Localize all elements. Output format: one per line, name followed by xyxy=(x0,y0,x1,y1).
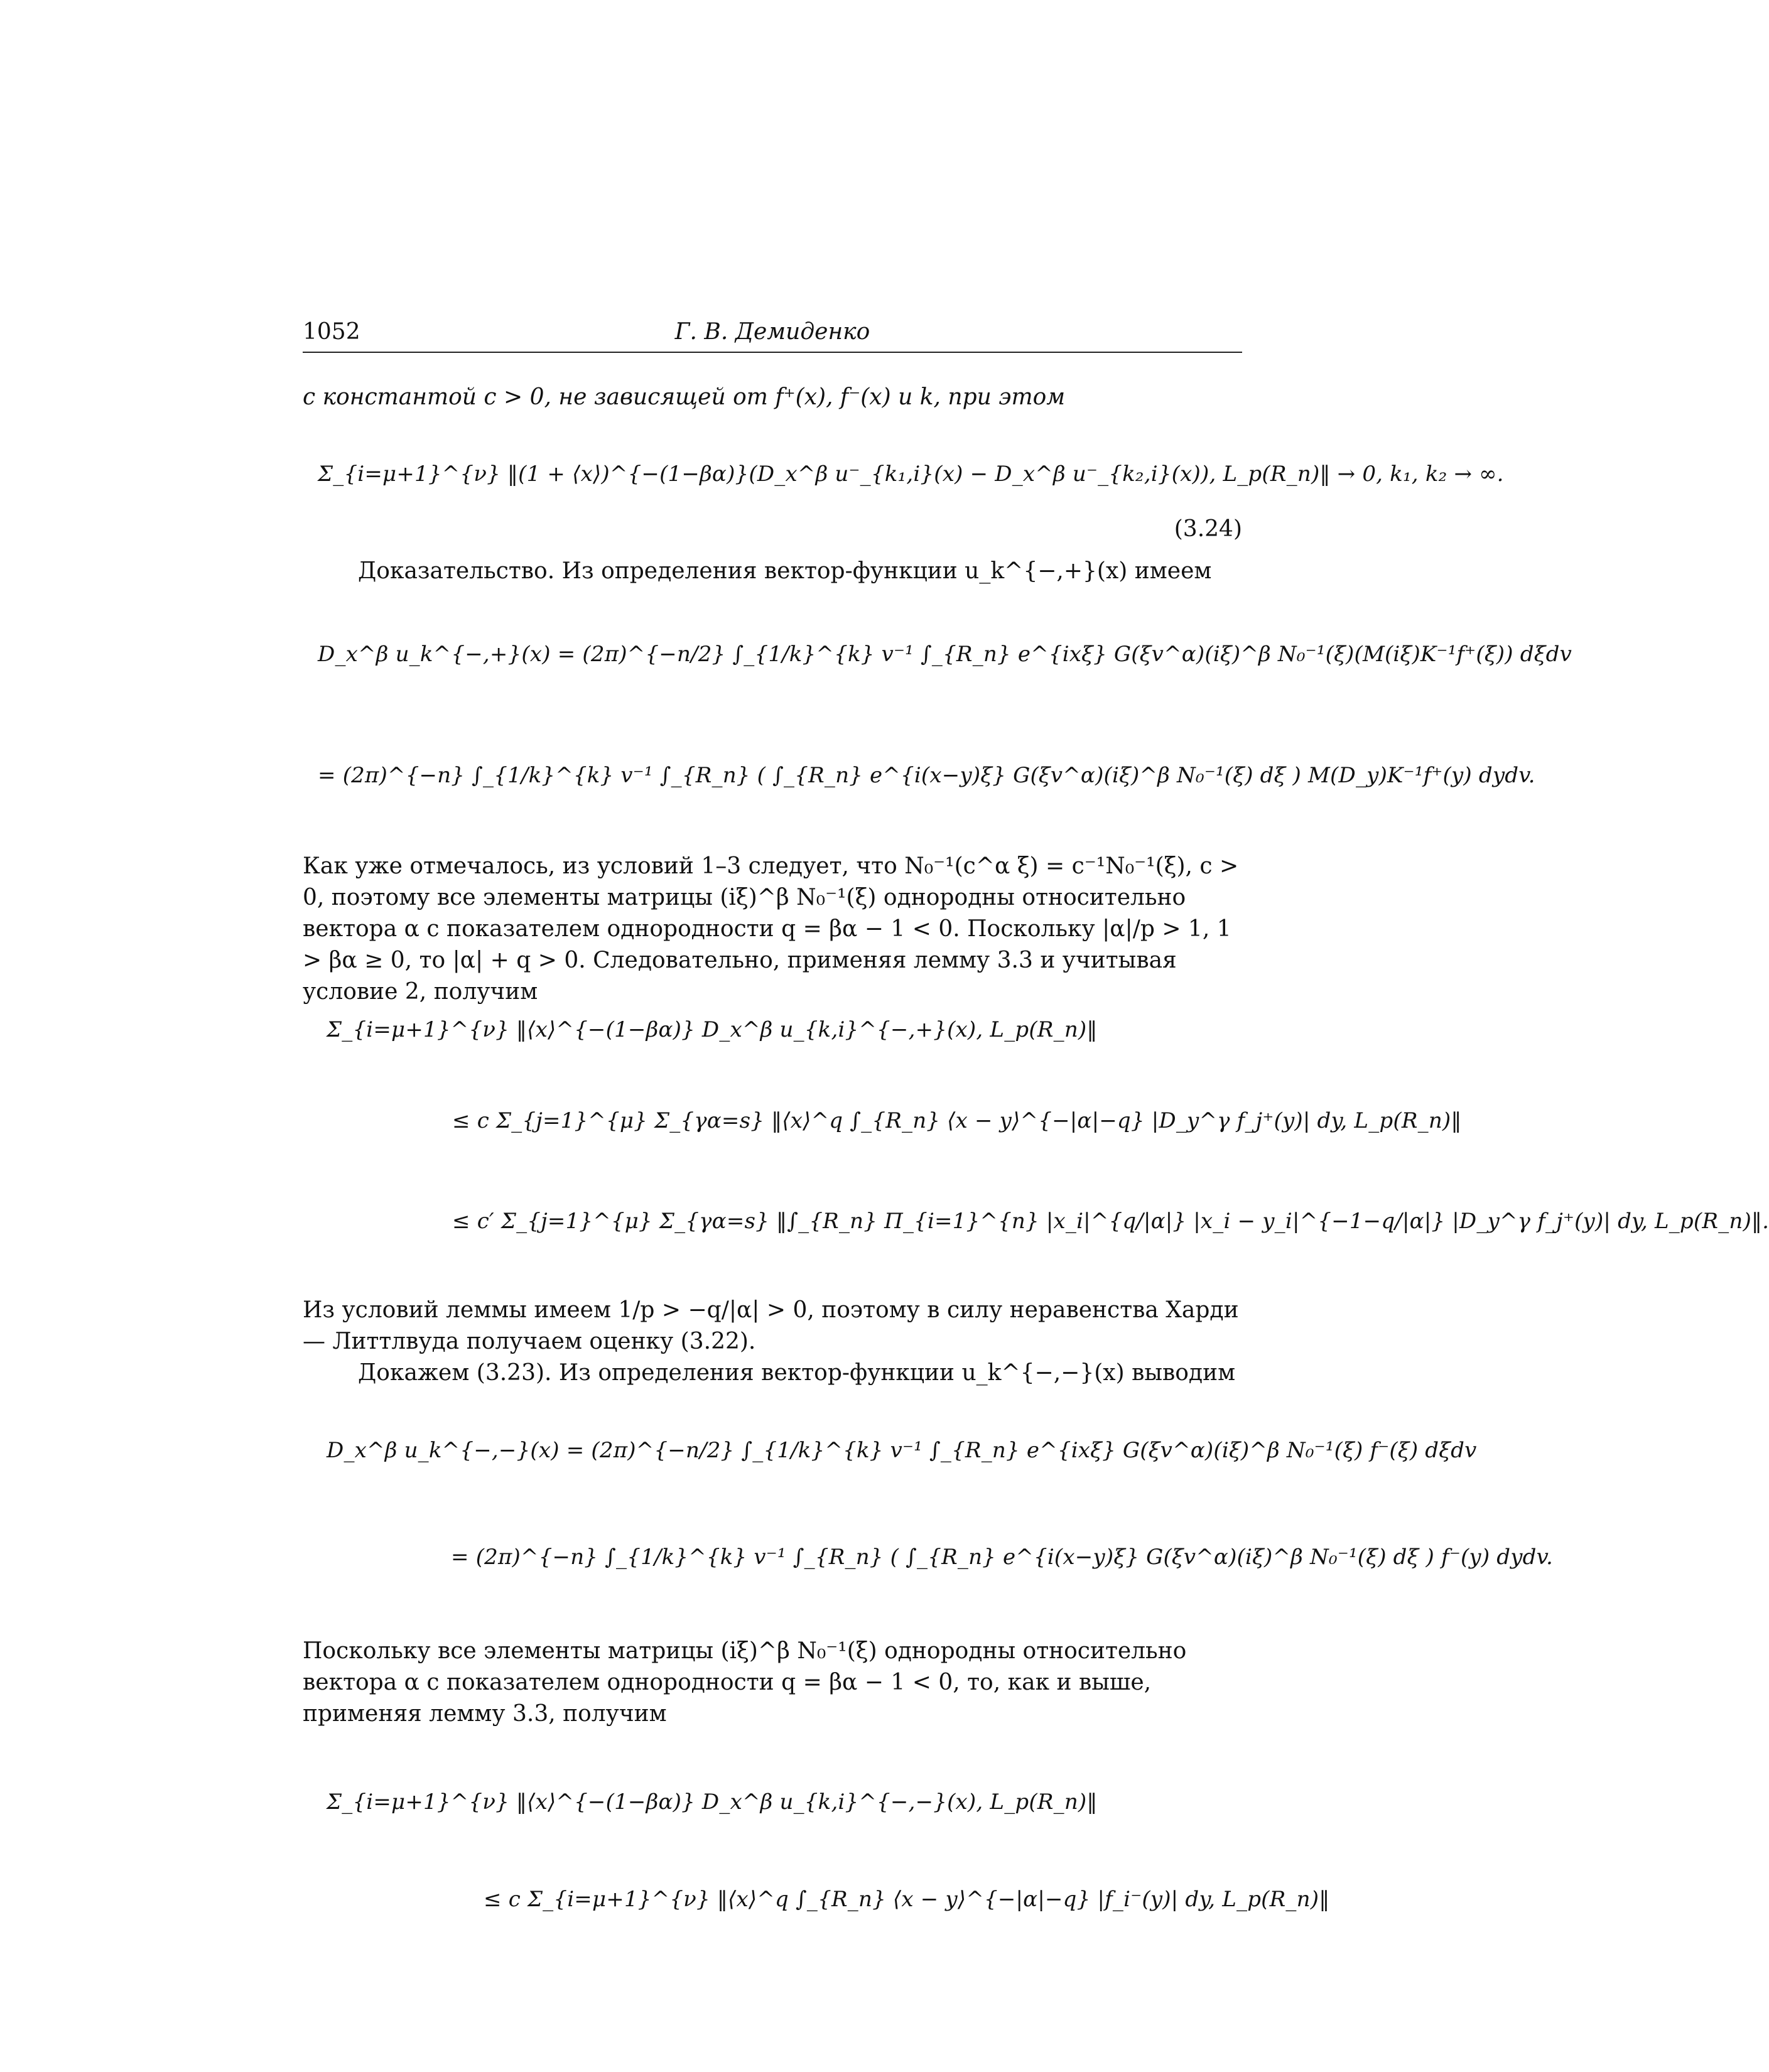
equation-3-24: Σ_{i=μ+1}^{ν} ‖(1 + ⟨x⟩)^{−(1−βα)}(D_x^β u⁻_{k₁,i}(x) − D_x^β u⁻_{k₂,i}(x)), L_p(R_n)‖ → 0, k₁, k₂ → ∞. xyxy=(318,461,1504,487)
equation-b-line-3: ≤ c′ Σ_{j=1}^{μ} Σ_{γα=s} ‖∫_{R_n} Π_{i=1}^{n} |x_i|^{q/|α|} |x_i − y_i|^{−1−q/|α|} |D_y^γ f_j⁺(y)| dy, L_p(R_n)‖. xyxy=(452,1209,1769,1234)
equation-c-line-1: D_x^β u_k^{−,−}(x) = (2π)^{−n/2} ∫_{1/k}^{k} v⁻¹ ∫_{R_n} e^{ixξ} G(ξv^α)(iξ)^β N₀⁻¹(ξ) f⁻(ξ) dξdv xyxy=(327,1438,1477,1463)
equation-b-line-2: ≤ c Σ_{j=1}^{μ} Σ_{γα=s} ‖⟨x⟩^q ∫_{R_n} ⟨x − y⟩^{−|α|−q} |D_y^γ f_j⁺(y)| dy, L_p(R_n)‖ xyxy=(452,1108,1462,1133)
paragraph-prove-3-23: Докажем (3.23). Из определения вектор-функции u_k^{−,−}(x) выводим xyxy=(358,1360,1236,1386)
paragraph-theorem-tail: с константой c > 0, не зависящей от f⁺(x), f⁻(x) и k, при этом xyxy=(303,384,1066,410)
equation-a-line-1: D_x^β u_k^{−,+}(x) = (2π)^{−n/2} ∫_{1/k}^{k} v⁻¹ ∫_{R_n} e^{ixξ} G(ξv^α)(iξ)^β N₀⁻¹(ξ)(M(iξ)K⁻¹f⁺(ξ)) dξdv xyxy=(318,642,1572,667)
equation-c-line-2: = (2π)^{−n} ∫_{1/k}^{k} v⁻¹ ∫_{R_n} ( ∫_{R_n} e^{i(x−y)ξ} G(ξv^α)(iξ)^β N₀⁻¹(ξ) dξ ) f⁻(y) dydv. xyxy=(451,1545,1554,1570)
equation-d-line-1: Σ_{i=μ+1}^{ν} ‖⟨x⟩^{−(1−βα)} D_x^β u_{k,i}^{−,−}(x), L_p(R_n)‖ xyxy=(327,1789,1098,1815)
equation-a-line-2: = (2π)^{−n} ∫_{1/k}^{k} v⁻¹ ∫_{R_n} ( ∫_{R_n} e^{i(x−y)ξ} G(ξv^α)(iξ)^β N₀⁻¹(ξ) dξ ) M(D_y)K⁻¹f⁺(y) dydv. xyxy=(318,763,1535,788)
equation-number-3-24: (3.24) xyxy=(1174,516,1242,542)
paragraph-hardy-littlewood: Из условий леммы имеем 1/p > −q/|α| > 0, поэтому в силу неравенства Харди — Литтлвуда получаем оценку (3.22). xyxy=(303,1297,1239,1354)
equation-d-line-2: ≤ c Σ_{i=μ+1}^{ν} ‖⟨x⟩^q ∫_{R_n} ⟨x − y⟩^{−|α|−q} |f_i⁻(y)| dy, L_p(R_n)‖ xyxy=(484,1887,1330,1912)
page-number: 1052 xyxy=(303,319,360,345)
running-head-author: Г. В. Демиденко xyxy=(674,319,870,345)
proof-intro: Доказательство. Из определения вектор-функции u_k^{−,+}(x) имеем xyxy=(358,558,1212,584)
equation-b-line-1: Σ_{i=μ+1}^{ν} ‖⟨x⟩^{−(1−βα)} D_x^β u_{k,i}^{−,+}(x), L_p(R_n)‖ xyxy=(327,1017,1098,1042)
paragraph-homogeneity: Как уже отмечалось, из условий 1–3 следует, что N₀⁻¹(c^α ξ) = c⁻¹N₀⁻¹(ξ), c > 0, поэтому все элементы матрицы (iξ)^β N₀⁻¹(ξ) однородны относительно вектора α с показателем однородности q = βα − 1 < 0. Поскольку |α|/p > 1, 1 > βα ≥ 0, то |α| + q > 0. Следовательно, применяя лемму 3.3 и учитывая условие 2, получим xyxy=(303,853,1239,1005)
running-header xyxy=(303,319,1242,353)
paragraph-lemma-3-3: Поскольку все элементы матрицы (iξ)^β N₀⁻¹(ξ) однородны относительно вектора α с показателем однородности q = βα − 1 < 0, то, как и выше, применяя лемму 3.3, получим xyxy=(303,1638,1187,1727)
